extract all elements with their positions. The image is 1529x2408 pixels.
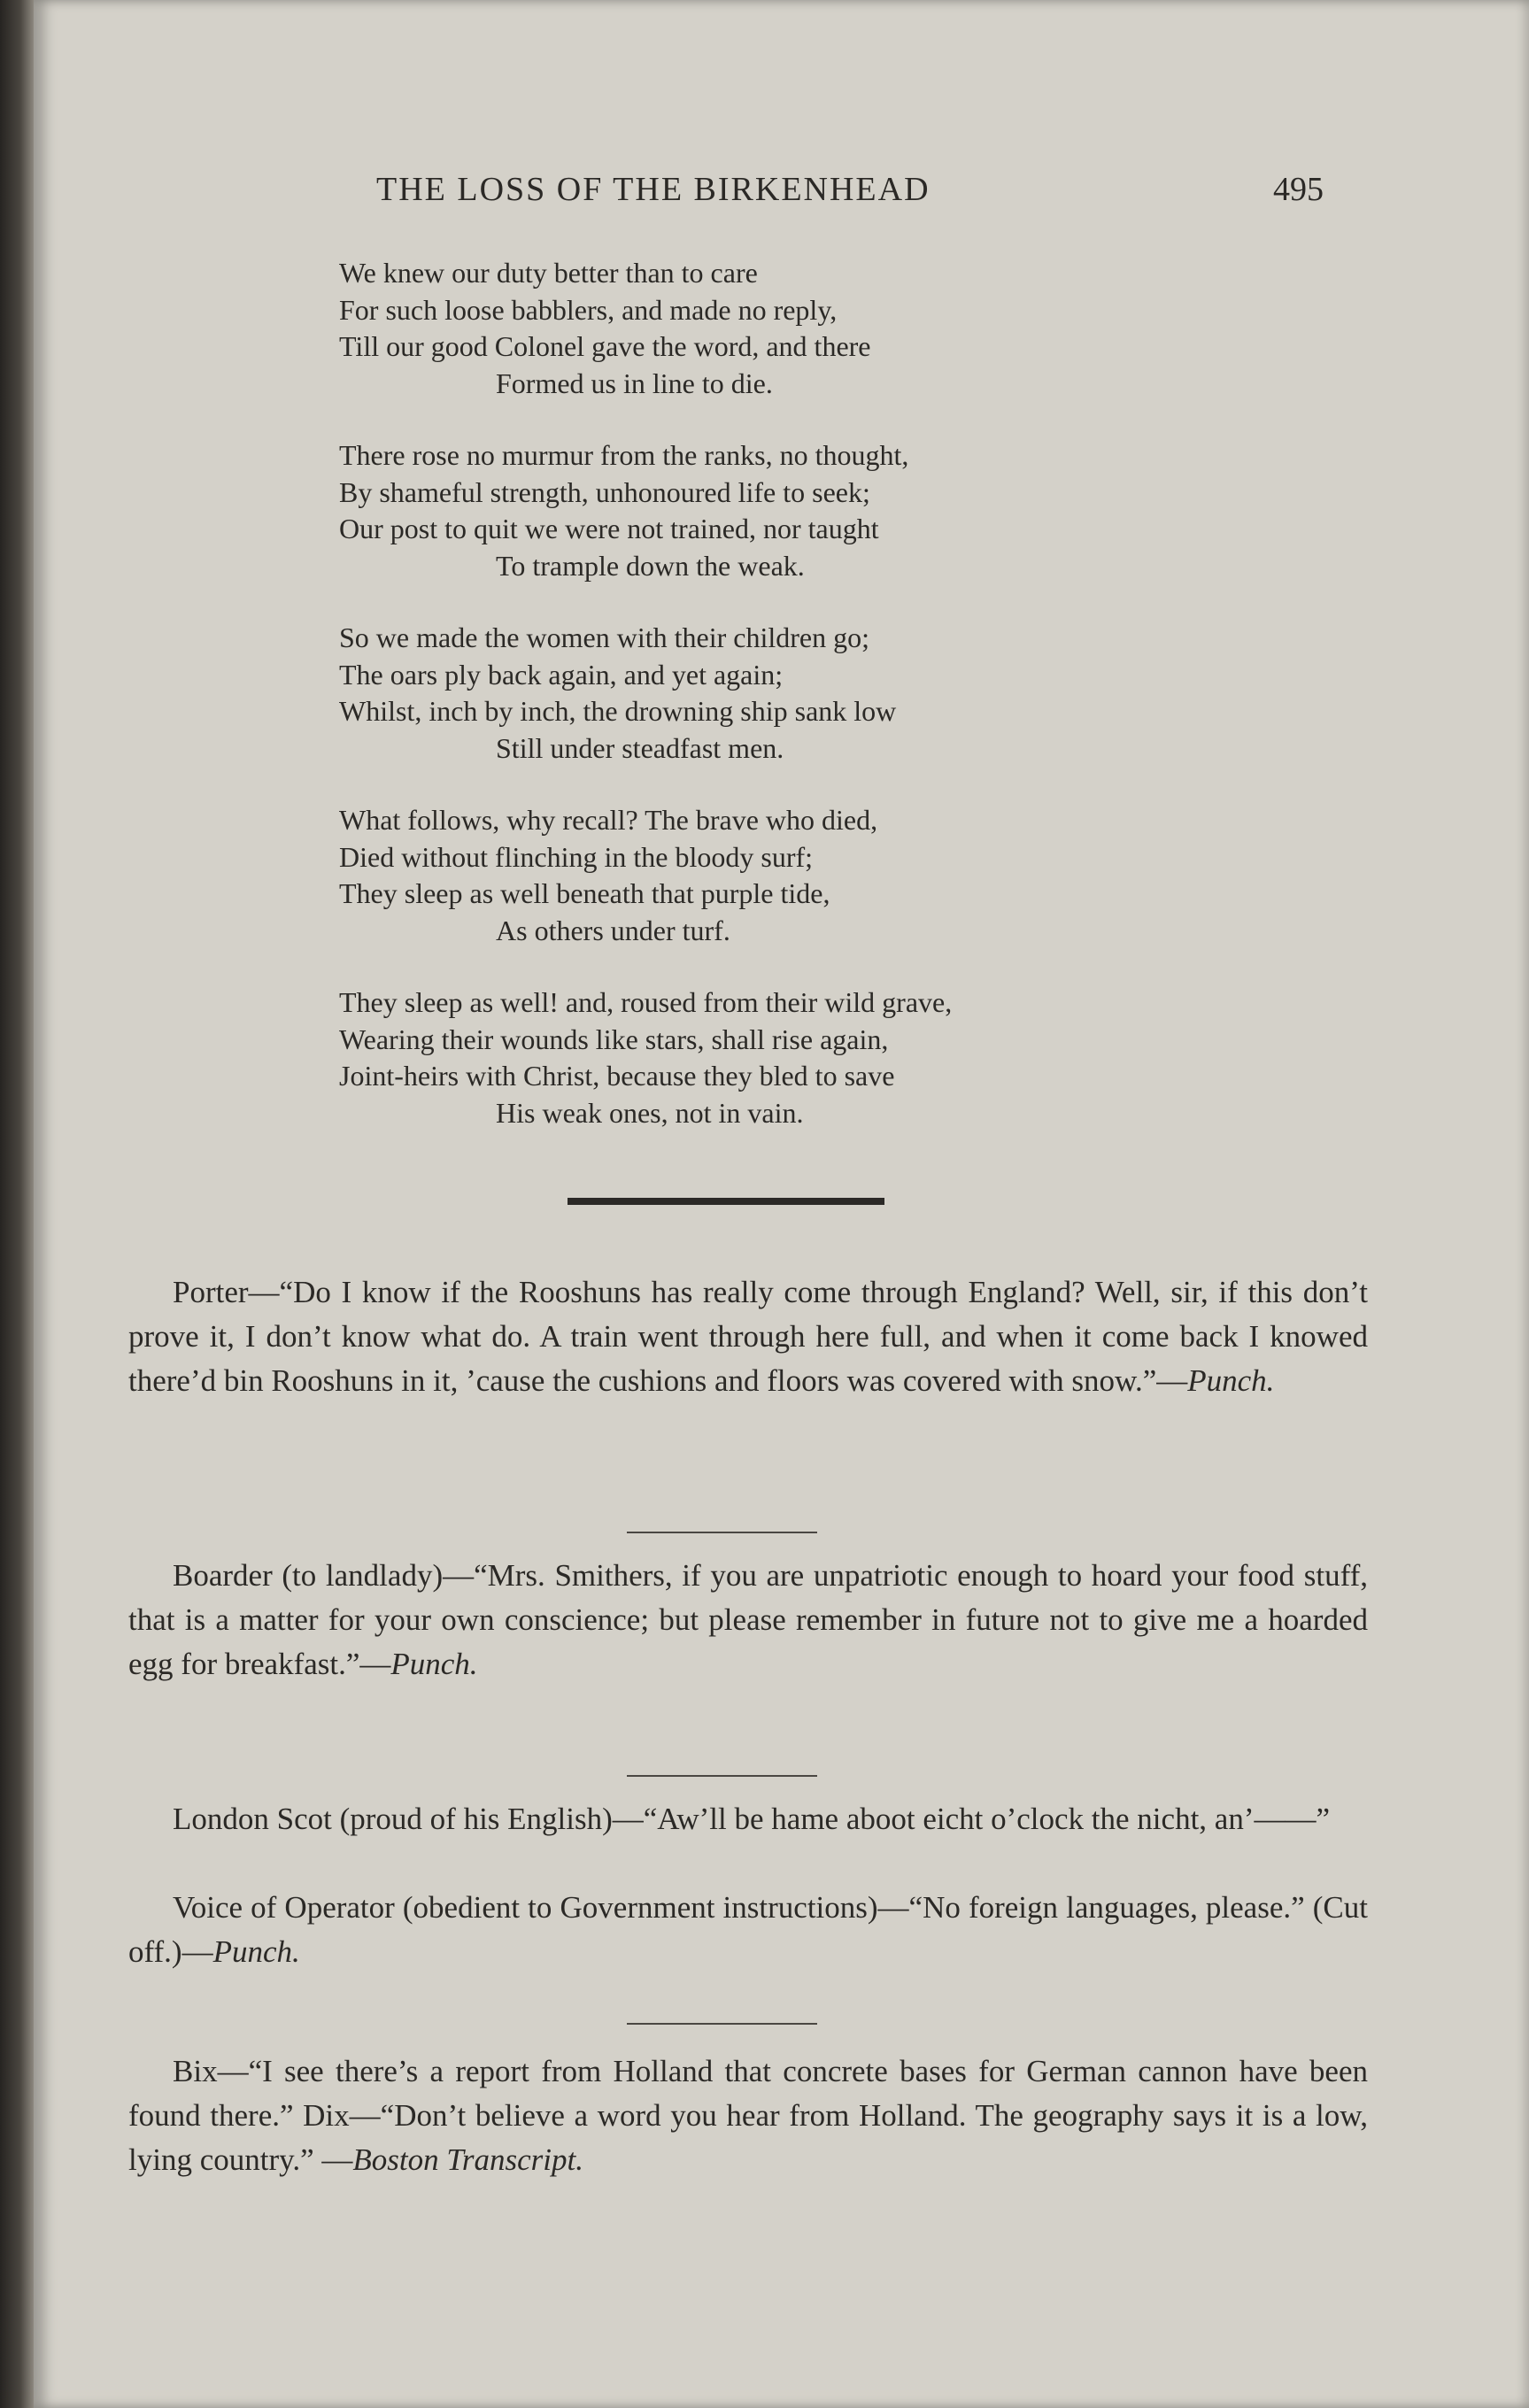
stanza bbox=[339, 255, 1180, 402]
poem-line: To trample down the weak. bbox=[496, 549, 805, 582]
anecdote-text: Boarder (to landlady)—“Mrs. Smithers, if you are unpatriotic enough to hoard your food stuff, that is a matter for your own conscience; but please remember in future not to give me a hoarded egg for breakfast.”— bbox=[128, 1558, 1368, 1681]
anecdote-source: Punch. bbox=[212, 1934, 300, 1969]
poem-line: Till our good Colonel gave the word, and there bbox=[339, 330, 871, 362]
anecdote-source: Punch. bbox=[390, 1647, 478, 1681]
poem-line: They sleep as well beneath that purple tide, bbox=[339, 877, 830, 909]
book-binding-edge bbox=[0, 0, 34, 2408]
poem-line: His weak ones, not in vain. bbox=[496, 1096, 804, 1129]
anecdote-text: Porter—“Do I know if the Rooshuns has really come through England? Well, sir, if this don’t prove it, I don’t know what do. A train went through here full, and when it come back I knowed there’d bin Rooshuns in it, ’cause the cushions and floors was covered with snow.”— bbox=[128, 1275, 1368, 1398]
section-divider bbox=[568, 1198, 884, 1205]
poem-line: Whilst, inch by inch, the drowning ship sank low bbox=[339, 695, 897, 727]
anecdote-text: Bix—“I see there’s a report from Holland that concrete bases for German cannon have been found there.” Dix—“Don’t believe a word you hear from Holland. The geography says it is a low, lying country.” — bbox=[128, 2054, 1368, 2177]
poem-line: As others under turf. bbox=[496, 914, 730, 946]
anecdote-boarder bbox=[128, 1554, 1368, 1686]
poem-line: Formed us in line to die. bbox=[496, 367, 773, 399]
anecdote-divider bbox=[627, 2023, 817, 2025]
poem-line: Still under steadfast men. bbox=[496, 731, 784, 764]
poem-line: Joint-heirs with Christ, because they bled to save bbox=[339, 1060, 895, 1092]
anecdote-porter bbox=[128, 1270, 1368, 1403]
anecdote-bix-dix bbox=[128, 2049, 1368, 2182]
poem-line: For such loose babblers, and made no reply, bbox=[339, 293, 838, 326]
anecdote-divider bbox=[627, 1532, 817, 1533]
poem-line: Wearing their wounds like stars, shall rise again, bbox=[339, 1023, 889, 1055]
page-header bbox=[34, 170, 1529, 214]
poem-line: They sleep as well! and, roused from their wild grave, bbox=[339, 986, 953, 1018]
stanza bbox=[339, 984, 1180, 1131]
poem-line: So we made the women with their children go; bbox=[339, 621, 869, 653]
anecdote-source: Punch. bbox=[1187, 1363, 1275, 1398]
stanza bbox=[339, 802, 1180, 949]
poem-line: Died without flinching in the bloody surf; bbox=[339, 840, 814, 873]
poem-line: There rose no murmur from the ranks, no thought, bbox=[339, 439, 909, 471]
book-page bbox=[34, 0, 1529, 2408]
anecdote-operator bbox=[128, 1886, 1368, 1974]
page-number: 495 bbox=[1273, 171, 1324, 208]
poem-line: What follows, why recall? The brave who died, bbox=[339, 804, 878, 836]
anecdote-source: Boston Transcript. bbox=[352, 2142, 583, 2177]
anecdote-text: London Scot (proud of his English)—“Aw’ll be hame aboot eicht o’clock the nicht, an’——” bbox=[173, 1802, 1331, 1836]
anecdote-london-scot bbox=[128, 1797, 1368, 1841]
poem bbox=[339, 255, 1180, 1167]
poem-line: The oars ply back again, and yet again; bbox=[339, 658, 784, 691]
anecdote-text: Voice of Operator (obedient to Government instructions)—“No foreign languages, please.” (Cut off.)— bbox=[128, 1890, 1368, 1969]
stanza bbox=[339, 437, 1180, 584]
stanza bbox=[339, 620, 1180, 767]
poem-line: We knew our duty better than to care bbox=[339, 257, 758, 289]
anecdote-divider bbox=[627, 1775, 817, 1777]
poem-line: By shameful strength, unhonoured life to seek; bbox=[339, 475, 870, 508]
poem-line: Our post to quit we were not trained, nor taught bbox=[339, 513, 879, 544]
running-title: THE LOSS OF THE BIRKENHEAD bbox=[376, 171, 931, 208]
